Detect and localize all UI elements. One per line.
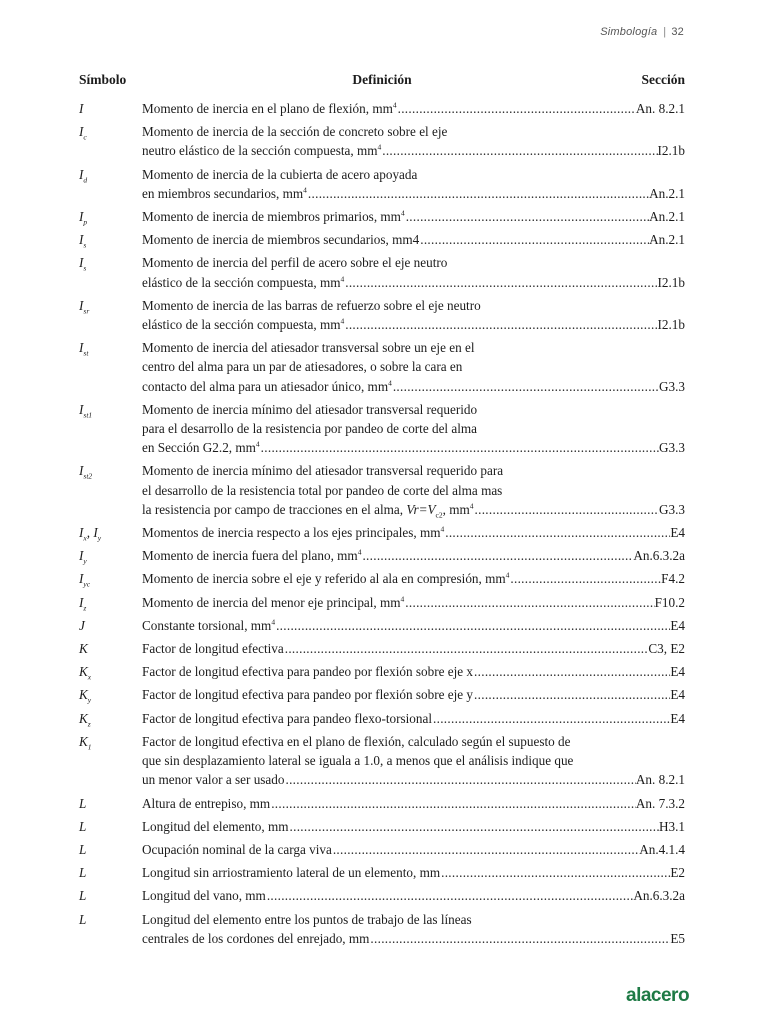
definition-line: Momento de inercia de las barras de refuerzo sobre el eje neutro (142, 297, 481, 313)
definition-text (142, 99, 397, 118)
table-row (79, 99, 685, 118)
definition-last-line (142, 569, 685, 588)
definition-text-body: Longitud del vano, mm (142, 888, 266, 904)
symbol-cell (79, 709, 142, 728)
symbol-cell (79, 840, 142, 859)
definition-text (142, 840, 332, 859)
definition-cell (142, 165, 685, 203)
dot-leader (270, 794, 636, 813)
definition-text (142, 377, 392, 396)
symbol-subscript: z (87, 719, 91, 729)
definition-cell (142, 817, 685, 836)
section-reference: An. 7.3.2 (635, 795, 685, 811)
symbol-letter: I (79, 124, 84, 140)
definition-text (142, 184, 307, 203)
section-reference: An.2.1 (649, 185, 685, 201)
symbol-subscript: sr (83, 306, 90, 316)
symbol-cell (79, 817, 142, 836)
symbol-letter: L (79, 795, 87, 811)
definition-last-line (142, 315, 685, 334)
definition-line: Momento de inercia mínimo del atiesador transversal requerido (142, 401, 478, 417)
symbol-letter: I (79, 525, 84, 541)
section-reference: An.2.1 (649, 232, 685, 248)
definition-text-body: elástico de la sección compuesta, mm (142, 317, 341, 333)
definition-text-body: Longitud sin arriostramiento lateral de un elemento, mm (142, 865, 441, 881)
definition-text (142, 438, 260, 457)
definition-text-body: la resistencia por campo de tracciones en el alma, (142, 501, 407, 517)
definition-cell (142, 732, 685, 790)
definition-cell (142, 338, 685, 396)
definition-last-line (142, 377, 685, 396)
dot-leader (474, 500, 659, 519)
definition-line: Momento de inercia del atiesador transversal sobre un eje en el (142, 340, 475, 356)
definition-line: para el desarrollo de la resistencia por pandeo de corte del alma (142, 421, 478, 437)
definition-text-body: Momentos de inercia respecto a los ejes principales, mm (142, 525, 441, 541)
table-row (79, 685, 685, 704)
symbol-cell (79, 122, 142, 141)
table-row (79, 569, 685, 588)
section-reference: C3, E2 (648, 641, 685, 657)
section-reference: An. 8.2.1 (635, 772, 685, 788)
definition-text-body: neutro elástico de la sección compuesta, mm (142, 143, 378, 159)
table-row (79, 338, 685, 396)
definition-cell (142, 230, 685, 249)
definition-line: Factor de longitud efectiva en el plano de flexión, calculado según el supuesto de (142, 733, 571, 749)
definition-last-line (142, 770, 685, 789)
dot-leader (289, 817, 659, 836)
symbol-subscript: s (83, 264, 87, 274)
symbol-cell (79, 886, 142, 905)
definition-line: centro del alma para un par de atiesadores, o sobre la cara en (142, 359, 463, 375)
definition-cell (142, 253, 685, 291)
definition-cell (142, 662, 685, 681)
definition-text (142, 770, 284, 789)
symbol-separator: , (86, 525, 94, 541)
definition-text (142, 685, 473, 704)
table-row (79, 662, 685, 681)
dot-leader (397, 99, 636, 118)
dot-leader (344, 273, 657, 292)
section-reference: An. 8.2.1 (635, 101, 685, 116)
definition-last-line (142, 662, 685, 681)
symbol-subscript: x (87, 672, 92, 682)
unit-exponent: 4 (469, 501, 474, 511)
symbol-cell (79, 461, 142, 480)
section-reference: F4.2 (661, 571, 685, 587)
dot-leader (284, 639, 649, 658)
symbol-letter: I (79, 571, 84, 587)
definition-text (142, 569, 509, 588)
unit-exponent: 4 (357, 547, 362, 557)
symbol-cell (79, 662, 142, 681)
symbol-letter: K (79, 664, 88, 680)
definition-text (142, 315, 344, 334)
definition-cell (142, 840, 685, 859)
table-row (79, 523, 685, 542)
dot-leader (307, 184, 649, 203)
dot-leader (440, 863, 670, 882)
symbol-table (79, 72, 685, 952)
dot-leader (284, 770, 635, 789)
definition-line: Momento de inercia de la cubierta de acero apoyada (142, 166, 418, 182)
definition-text-body: Longitud del elemento, mm (142, 818, 289, 834)
dot-leader (405, 207, 649, 226)
symbol-letter: I (93, 525, 98, 541)
definition-text (142, 794, 270, 813)
symbol-letter: I (79, 548, 84, 564)
definition-cell (142, 461, 685, 519)
definition-line: Momento de inercia mínimo del atiesador transversal requerido para (142, 463, 504, 479)
formula-subscript: c2 (435, 510, 443, 520)
table-header (79, 72, 685, 99)
dot-leader (381, 141, 657, 160)
definition-text (142, 141, 381, 160)
symbol-letter: L (79, 841, 87, 857)
unit-exponent: 4 (340, 316, 345, 326)
definition-last-line (142, 546, 685, 565)
symbol-cell (79, 569, 142, 588)
symbol-letter: K (79, 733, 88, 749)
symbol-letter: K (79, 710, 88, 726)
definition-text-body: Factor de longitud efectiva para pandeo por flexión sobre eje y (142, 687, 474, 703)
symbol-subscript: p (83, 217, 88, 227)
symbol-cell (79, 99, 142, 118)
symbol-cell (79, 863, 142, 882)
definition-cell (142, 639, 685, 658)
page-number: 32 (671, 26, 684, 38)
definition-last-line (142, 840, 685, 859)
definition-cell (142, 523, 685, 542)
formula: Vr=V (406, 501, 436, 517)
table-row (79, 886, 685, 905)
unit-exponent: 4 (440, 524, 445, 534)
definition-line: Longitud del elemento entre los puntos de trabajo de las líneas (142, 911, 472, 927)
symbol-letter: I (79, 463, 84, 479)
definition-text (142, 273, 344, 292)
definition-text-body: Momento de inercia de miembros primarios, mm (142, 209, 401, 225)
definition-text-body: Factor de longitud efectiva (142, 641, 284, 657)
column-header-definition: Definición (352, 72, 412, 87)
table-row (79, 910, 685, 948)
symbol-subscript: z (83, 603, 87, 613)
unit-exponent: 4 (388, 378, 392, 388)
dot-leader (473, 662, 670, 681)
definition-text (142, 662, 473, 681)
unit-exponent: 4 (392, 100, 397, 110)
symbol-cell (79, 338, 142, 357)
definition-cell (142, 886, 685, 905)
definition-text (142, 546, 361, 565)
section-reference: E4 (670, 525, 685, 541)
dot-leader (369, 929, 670, 948)
symbol-cell (79, 546, 142, 565)
definition-text (142, 863, 440, 882)
table-row (79, 616, 685, 635)
definition-text (142, 230, 419, 249)
table-row (79, 461, 685, 519)
symbol-letter: I (79, 101, 84, 116)
table-row (79, 794, 685, 813)
dot-leader (432, 709, 670, 728)
definition-line: el desarrollo de la resistencia total por pandeo de corte del alma mas (142, 482, 503, 498)
symbol-letter: I (79, 255, 84, 271)
definition-cell (142, 122, 685, 160)
section-reference: G3.3 (658, 440, 685, 456)
formula-unit: , mm (442, 501, 470, 517)
unit-exponent: 4 (303, 185, 307, 195)
symbol-letter: I (79, 594, 84, 610)
definition-last-line (142, 794, 685, 813)
definition-cell (142, 709, 685, 728)
definition-line: Momento de inercia de la sección de concreto sobre el eje (142, 124, 448, 140)
dot-leader (404, 593, 654, 612)
section-reference: I2.1b (657, 143, 685, 159)
definition-text-body: Momento de inercia del menor eje principal, mm (142, 594, 401, 610)
table-row (79, 709, 685, 728)
symbol-cell (79, 230, 142, 249)
symbol-cell (79, 165, 142, 184)
definition-cell (142, 99, 685, 118)
symbol-letter: I (79, 297, 84, 313)
definition-text-body: elástico de la sección compuesta, mm (142, 274, 341, 290)
definition-last-line (142, 639, 685, 658)
symbol-subscript: s (83, 240, 87, 250)
symbol-subscript: x (83, 533, 87, 543)
section-reference: E5 (670, 930, 685, 946)
dot-leader (444, 523, 670, 542)
symbol-letter: L (79, 818, 87, 834)
definition-last-line (142, 273, 685, 292)
header-separator: | (663, 26, 667, 38)
unit-exponent: 4 (340, 274, 345, 284)
section-reference: E4 (670, 664, 685, 680)
definition-last-line (142, 929, 685, 948)
definition-text (142, 500, 474, 519)
definition-cell (142, 685, 685, 704)
unit-exponent: 4 (400, 594, 405, 604)
definition-text (142, 523, 444, 542)
definition-last-line (142, 886, 685, 905)
dot-leader (419, 230, 649, 249)
definition-cell (142, 910, 685, 948)
definition-text-body: Momento de inercia fuera del plano, mm (142, 548, 358, 564)
definition-text-body: Ocupación nominal de la carga viva (142, 841, 332, 857)
section-reference: E4 (670, 617, 685, 633)
definition-text-body: Factor de longitud efectiva para pandeo por flexión sobre eje x (142, 664, 474, 680)
section-reference: G3.3 (658, 378, 685, 394)
section-reference: An.6.3.2a (633, 888, 685, 904)
symbol-letter: L (79, 865, 87, 881)
definition-text (142, 817, 289, 836)
definition-cell (142, 794, 685, 813)
table-row (79, 840, 685, 859)
dot-leader (361, 546, 633, 565)
symbol-letter: L (79, 911, 87, 927)
unit-exponent: 4 (255, 439, 260, 449)
symbol-letter: I (79, 166, 84, 182)
symbol-subscript: st (83, 348, 89, 358)
table-row (79, 296, 685, 334)
symbol-letter: L (79, 888, 87, 904)
section-reference: E4 (670, 710, 685, 726)
definition-last-line (142, 685, 685, 704)
table-row (79, 546, 685, 565)
symbol-letter: I (79, 340, 84, 356)
section-reference: An.2.1 (649, 209, 685, 225)
symbol-cell (79, 207, 142, 226)
symbol-subscript: yc (83, 580, 91, 590)
definition-text (142, 929, 369, 948)
dot-leader (392, 377, 659, 396)
symbol-letter: I (79, 401, 84, 417)
table-row (79, 863, 685, 882)
symbol-letter: I (79, 209, 84, 225)
symbol-cell (79, 593, 142, 612)
symbol-cell (79, 523, 142, 542)
page-header (600, 26, 684, 38)
definition-text-body: Altura de entrepiso, mm (142, 795, 271, 811)
dot-leader (275, 616, 670, 635)
definition-cell (142, 616, 685, 635)
definition-cell (142, 593, 685, 612)
definition-last-line (142, 593, 685, 612)
symbol-subscript: y (87, 696, 92, 706)
definition-cell (142, 569, 685, 588)
definition-last-line (142, 184, 685, 203)
symbol-subscript: c (83, 132, 87, 142)
definition-text (142, 709, 432, 728)
symbol-cell (79, 296, 142, 315)
section-reference: E2 (670, 865, 685, 881)
definition-last-line (142, 709, 685, 728)
section-reference: I2.1b (657, 274, 685, 290)
definition-cell (142, 863, 685, 882)
definition-last-line (142, 141, 685, 160)
symbol-subscript: st2 (83, 472, 93, 482)
symbol-subscript: y (97, 533, 102, 543)
symbol-letter: I (79, 232, 84, 248)
definition-last-line (142, 616, 685, 635)
unit-exponent: 4 (400, 208, 405, 218)
alacero-logo (626, 985, 689, 1007)
symbol-subscript: d (83, 175, 88, 185)
section-reference: H3.1 (658, 818, 685, 834)
definition-last-line (142, 438, 685, 457)
definition-cell (142, 546, 685, 565)
dot-leader (266, 886, 634, 905)
section-reference: G3.3 (658, 501, 685, 517)
definition-text (142, 616, 275, 635)
section-reference: An.4.1.4 (639, 841, 685, 857)
definition-text-body: Constante torsional, mm (142, 617, 272, 633)
definition-last-line (142, 817, 685, 836)
section-reference: F10.2 (654, 594, 685, 610)
unit-exponent: 4 (377, 143, 382, 153)
dot-leader (332, 840, 639, 859)
definition-last-line (142, 500, 685, 519)
definition-line: que sin desplazamiento lateral se iguala a 1.0, a menos que el análisis indique que (142, 753, 574, 769)
section-reference: E4 (670, 687, 685, 703)
table-row (79, 207, 685, 226)
symbol-letter: J (79, 617, 85, 633)
definition-cell (142, 296, 685, 334)
definition-last-line (142, 99, 685, 118)
unit-exponent: 4 (505, 571, 510, 581)
definition-last-line (142, 863, 685, 882)
definition-cell (142, 400, 685, 458)
definition-text-body: en miembros secundarios, mm (142, 185, 304, 201)
table-row (79, 165, 685, 203)
table-row (79, 230, 685, 249)
column-header-section: Sección (641, 72, 685, 87)
table-row (79, 253, 685, 291)
definition-text-body: Momento de inercia de miembros secundarios, mm4 (142, 232, 420, 248)
table-row (79, 817, 685, 836)
symbol-subscript: 1 (87, 742, 92, 752)
table-row (79, 122, 685, 160)
table-row (79, 593, 685, 612)
symbol-letter: K (79, 687, 88, 703)
dot-leader (473, 685, 670, 704)
definition-text (142, 639, 284, 658)
definition-text-body: centrales de los cordones del enrejado, mm (142, 930, 370, 946)
definition-text-body: en Sección G2.2, mm (142, 440, 256, 456)
symbol-cell (79, 910, 142, 929)
column-header-symbol: Símbolo (79, 72, 127, 87)
definition-text-body: Factor de longitud efectiva para pandeo flexo-torsional (142, 710, 433, 726)
logo-text: alacero (626, 985, 690, 1006)
section-reference: I2.1b (657, 317, 685, 333)
dot-leader (344, 315, 657, 334)
definition-last-line (142, 230, 685, 249)
symbol-cell (79, 685, 142, 704)
symbol-subscript: st1 (83, 410, 93, 420)
definition-text (142, 593, 404, 612)
symbol-cell (79, 253, 142, 272)
definition-last-line (142, 523, 685, 542)
symbol-cell (79, 732, 142, 751)
definition-line: Momento de inercia del perfil de acero sobre el eje neutro (142, 255, 448, 271)
table-row (79, 639, 685, 658)
definition-text (142, 886, 266, 905)
definition-text-body: contacto del alma para un atiesador único, mm (142, 378, 389, 394)
symbol-cell (79, 639, 142, 658)
section-reference: An.6.3.2a (633, 548, 685, 564)
dot-leader (260, 438, 659, 457)
definition-text (142, 207, 405, 226)
definition-cell (142, 207, 685, 226)
table-body (79, 99, 685, 948)
symbol-subscript: y (83, 556, 87, 566)
definition-last-line (142, 207, 685, 226)
definition-text-body: Momento de inercia en el plano de flexión, mm (142, 101, 393, 116)
section-name: Simbología (600, 26, 658, 38)
definition-text-body: Momento de inercia sobre el eje y referido al ala en compresión, mm (142, 571, 506, 587)
symbol-letter: K (79, 641, 88, 657)
symbol-cell (79, 616, 142, 635)
dot-leader (509, 569, 661, 588)
unit-exponent: 4 (271, 617, 276, 627)
symbol-cell (79, 794, 142, 813)
symbol-cell (79, 400, 142, 419)
table-row (79, 400, 685, 458)
table-row (79, 732, 685, 790)
definition-text-body: un menor valor a ser usado (142, 772, 285, 788)
